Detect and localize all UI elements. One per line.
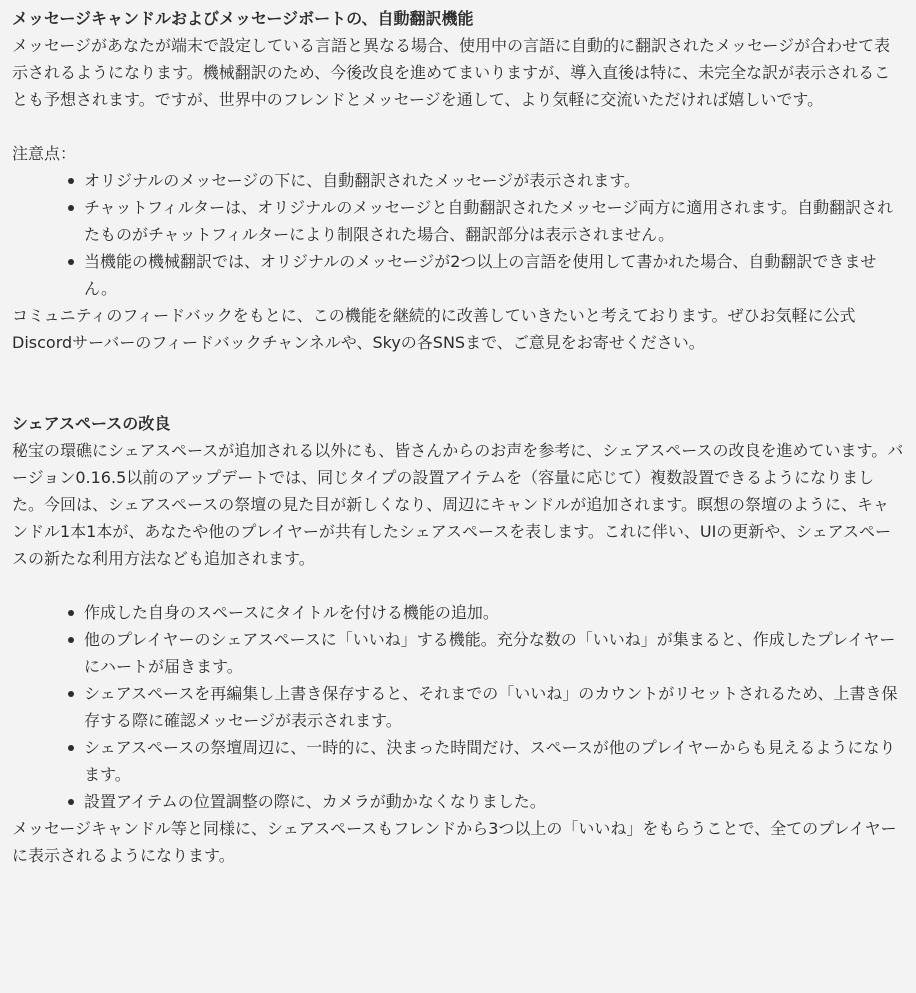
section-title-auto-translate: メッセージキャンドルおよびメッセージボートの、自動翻訳機能 (12, 9, 474, 28)
notes-list (12, 167, 904, 302)
list-item: 他のプレイヤーのシェアスペースに「いいね」する機能。充分な数の「いいね」が集まると、作成したプレイヤーにハートが届きます。 (84, 626, 904, 680)
list-item: 作成した自身のスペースにタイトルを付ける機能の追加。 (84, 599, 904, 626)
notes-label: 注意点： (12, 144, 77, 163)
spacer (12, 572, 904, 599)
list-item: 当機能の機械翻訳では、オリジナルのメッセージが2つ以上の言語を使用して書かれた場合、自動翻訳できません。 (84, 248, 904, 302)
list-item: チャットフィルターは、オリジナルのメッセージと自動翻訳されたメッセージ両方に適用されます。自動翻訳されたものがチャットフィルターにより制限された場合、翻訳部分は表示されません。 (84, 194, 904, 248)
section-title-shared-space: シェアスペースの改良 (12, 414, 171, 433)
spacer (12, 356, 904, 410)
list-item: 設置アイテムの位置調整の際に、カメラが動かなくなりました。 (84, 788, 904, 815)
shared-space-outro: メッセージキャンドル等と同様に、シェアスペースもフレンドから3つ以上の「いいね」をもらうことで、全てのプレイヤーに表示されるようになります。 (12, 819, 897, 865)
auto-translate-intro: メッセージがあなたが端末で設定している言語と異なる場合、使用中の言語に自動的に翻訳されたメッセージが合わせて表示されるようになります。機械翻訳のため、今後改良を進めてまいりますが、導入直後は特に、未完全な訳が表示されることも予想されます。ですが、世界中のフレンドとメッセージを通して、より気軽に交流いただければ嬉しいです。 (12, 36, 891, 109)
list-item: オリジナルのメッセージの下に、自動翻訳されたメッセージが表示されます。 (84, 167, 904, 194)
features-list (12, 599, 904, 815)
list-item: シェアスペースの祭壇周辺に、一時的に、決まった時間だけ、スペースが他のプレイヤーからも見えるようになります。 (84, 734, 904, 788)
shared-space-intro: 秘宝の環礁にシェアスペースが追加される以外にも、皆さんからのお声を参考に、シェアスペースの改良を進めています。バージョン0.16.5以前のアップデートでは、同じタイプの設置アイテムを（容量に応じて）複数設置できるようになりました。今回は、シェアスペースの祭壇の見た目が新しくなり、周辺にキャンドルが追加されます。瞑想の祭壇のように、キャンドル1本1本が、あなたや他のプレイヤーが共有したシェアスペースを表します。これに伴い、UIの更新や、シェアスペースの新たな利用方法なども追加されます。 (12, 441, 904, 568)
spacer (12, 113, 904, 140)
list-item: シェアスペースを再編集し上書き保存すると、それまでの「いいね」のカウントがリセットされるため、上書き保存する際に確認メッセージが表示されます。 (84, 680, 904, 734)
auto-translate-outro: コミュニティのフィードバックをもとに、この機能を継続的に改善していきたいと考えております。ぜひお気軽に公式Discordサーバーのフィードバックチャンネルや、Skyの各SNSまで、ご意見をお寄せください。 (12, 306, 856, 352)
